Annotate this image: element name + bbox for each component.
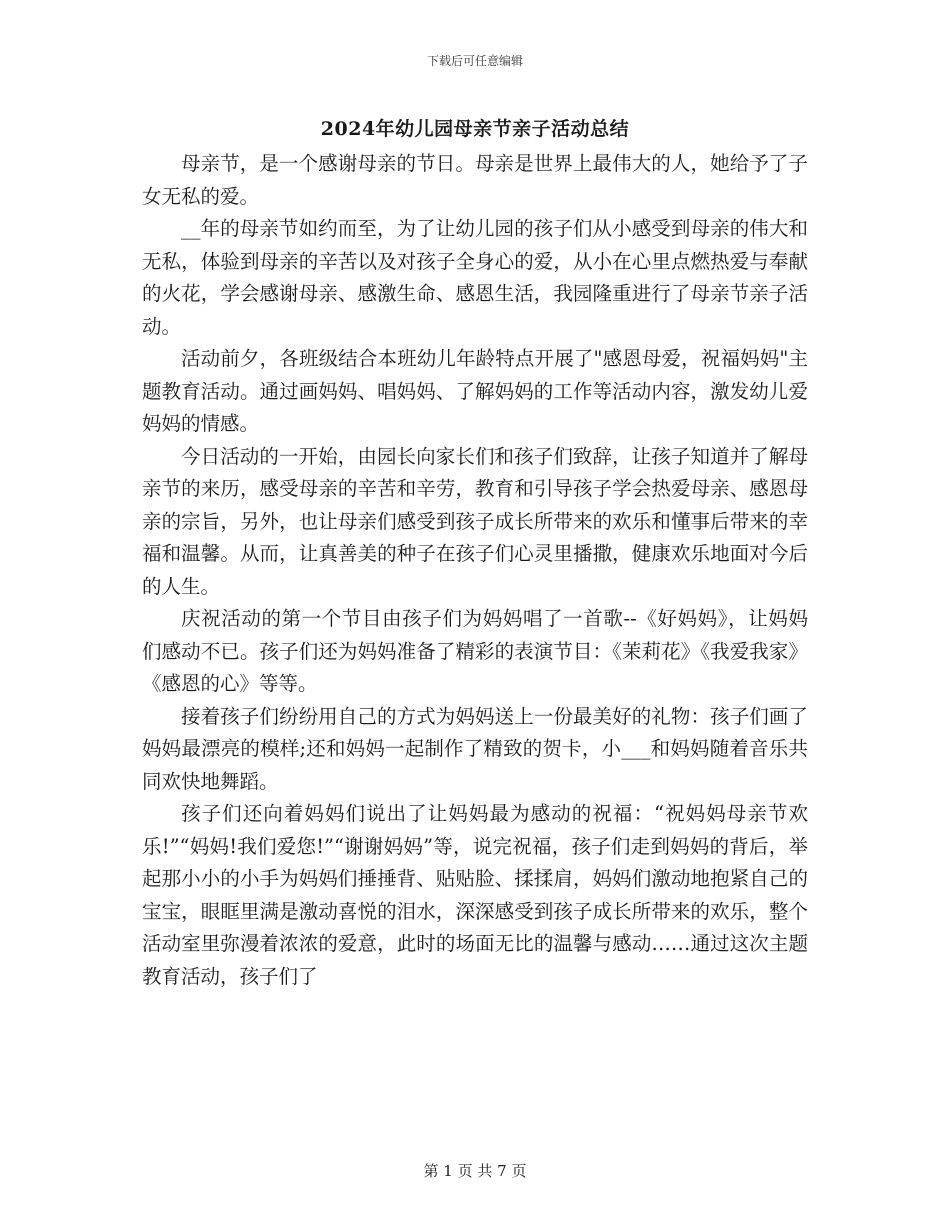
paragraph: 母亲节，是一个感谢母亲的节日。母亲是世界上最伟大的人，她给予了子女无私的爱。 xyxy=(142,152,808,208)
page-number: 第 1 页 共 7 页 xyxy=(423,1162,527,1180)
paragraph: 孩子们还向着妈妈们说出了让妈妈最为感动的祝福：“祝妈妈母亲节欢乐!”“妈妈!我们爱您!”“谢谢妈妈”等，说完祝福，孩子们走到妈妈的背后，举起那小小的小手为妈妈们捶捶背、贴贴脸、揉揉肩，妈妈们激动地抱紧自己的宝宝，眼眶里满是激动喜悦的泪水，深深感受到孩子成长所带来的欢乐，整个活动室里弥漫着浓浓的爱意，此时的场面无比的温馨与感动……通过这次主题教育活动，孩子们了 xyxy=(142,802,808,988)
paragraph: __年的母亲节如约而至，为了让幼儿园的孩子们从小感受到母亲的伟大和无私，体验到母亲的辛苦以及对孩子全身心的爱，从小在心里点燃热爱与奉献的火花，学会感谢母亲、感激生命、感恩生活，我园隆重进行了母亲节亲子活动。 xyxy=(142,217,808,338)
document-body xyxy=(142,148,808,993)
document-title: 2024年幼儿园母亲节亲子活动总结 xyxy=(320,118,630,140)
paragraph: 庆祝活动的第一个节目由孩子们为妈妈唱了一首歌--《好妈妈》，让妈妈们感动不已。孩子们还为妈妈准备了精彩的表演节目：《茉莉花》《我爱我家》《感恩的心》等等。 xyxy=(142,607,808,695)
page-header-note: 下载后可任意编辑 xyxy=(426,54,523,68)
paragraph: 活动前夕，各班级结合本班幼儿年龄特点开展了"感恩母爱，祝福妈妈"主题教育活动。通过画妈妈、唱妈妈、了解妈妈的工作等活动内容，激发幼儿爱妈妈的情感。 xyxy=(142,347,808,435)
paragraph: 接着孩子们纷纷用自己的方式为妈妈送上一份最美好的礼物：孩子们画了妈妈最漂亮的模样;还和妈妈一起制作了精致的贺卡，小___和妈妈随着音乐共同欢快地舞蹈。 xyxy=(142,704,808,793)
paragraph: 今日活动的一开始，由园长向家长们和孩子们致辞，让孩子知道并了解母亲节的来历，感受母亲的辛苦和辛劳，教育和引导孩子学会热爱母亲、感恩母亲的宗旨，另外，也让母亲们感受到孩子成长所带来的欢乐和懂事后带来的幸福和温馨。从而，让真善美的种子在孩子们心灵里播撒，健康欢乐地面对今后的人生。 xyxy=(142,444,808,598)
